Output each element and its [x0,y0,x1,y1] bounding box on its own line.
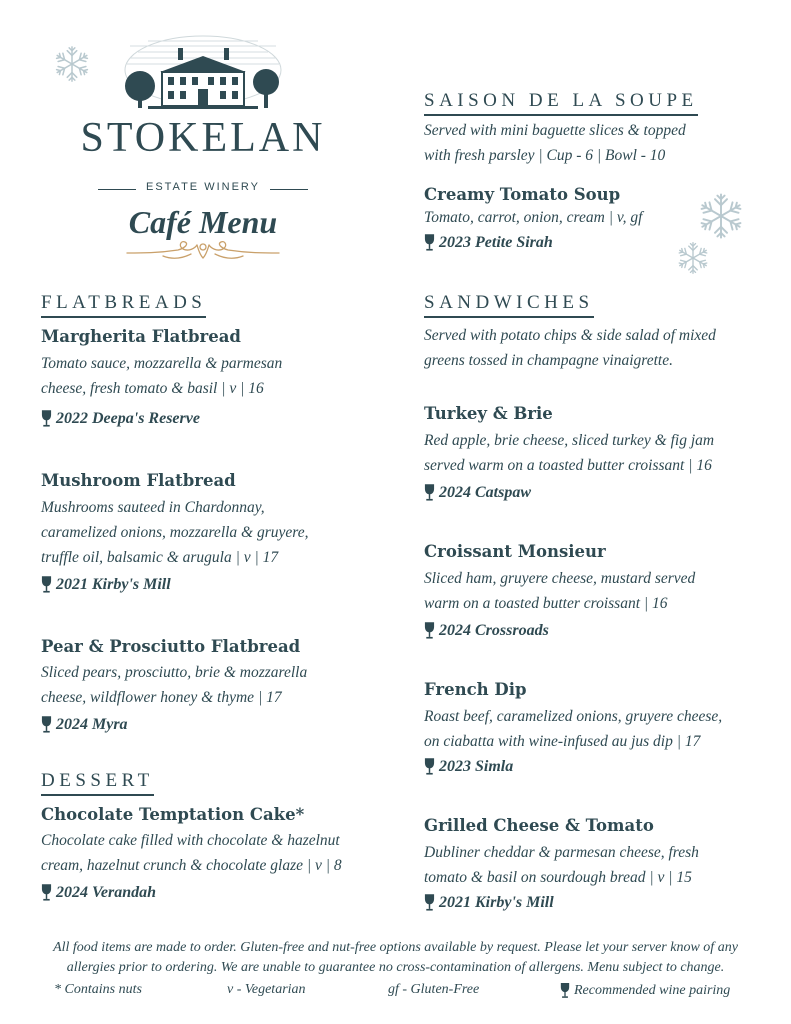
section-intro: Served with mini baguette slices & topped with fresh parsley | Cup - 6 | Bowl - 10 [424,122,686,164]
snowflake-icon [676,241,710,275]
wine-pairing: 2024 Catspaw [424,483,531,502]
legend-vegetarian: v - Vegetarian [227,982,306,997]
wine-glass-icon [41,409,52,428]
menu-item-description: Red apple, brie cheese, sliced turkey & fig jam served warm on a toasted butter croissant | 16 [424,432,715,474]
menu-item-name: Margherita Flatbread [41,327,241,346]
menu-item-name: Creamy Tomato Soup [424,185,621,204]
menu-title: Café Menu [128,204,278,240]
section-title-soup: SAISON DE LA SOUPE [424,90,698,116]
menu-item-description: Chocolate cake filled with chocolate & hazelnut cream, hazelnut crunch & chocolate glaze | v | 8 [41,832,342,874]
wine-pairing: 2022 Deepa's Reserve [41,409,200,428]
menu-item-description: Dubliner cheddar & parmesan cheese, fresh tomato & basil on sourdough bread | v | 15 [424,844,699,886]
wine-pairing: 2024 Myra [41,715,128,734]
wine-pairing: 2021 Kirby's Mill [424,893,554,912]
legend-nuts: * Contains nuts [54,982,142,997]
menu-item-name: French Dip [424,680,527,699]
logo [78,34,328,254]
wine-pairing: 2023 Simla [424,757,513,776]
menu-item-name: Mushroom Flatbread [41,471,236,490]
flourish-divider [123,236,283,264]
section-title-flatbreads: FLATBREADS [41,292,206,318]
menu-item-description: Sliced ham, gruyere cheese, mustard served warm on a toasted butter croissant | 16 [424,570,696,612]
estate-house-illustration [118,34,288,112]
wine-pairing: 2021 Kirby's Mill [41,575,171,594]
legend-gluten-free: gf - Gluten-Free [388,982,480,997]
snowflake-icon [697,192,745,240]
brand-name: STOKELAN [80,115,326,161]
menu-item-name: Chocolate Temptation Cake* [41,805,305,824]
wine-pairing: 2024 Crossroads [424,621,549,640]
wine-glass-icon [424,757,435,776]
section-intro: Served with potato chips & side salad of mixed greens tossed in champagne vinaigrette. [424,327,716,369]
wine-pairing: 2024 Verandah [41,883,156,902]
brand-subtitle: ESTATE WINERY [145,181,260,193]
divider [270,189,308,190]
menu-item-description: Tomato, carrot, onion, cream | v, gf [424,209,643,226]
wine-glass-icon [41,883,52,902]
footer-note: All food items are made to order. Gluten-free and nut-free options available by request. Please let your server know of any allergies prior to ordering. We are unable to guarantee no cross-contamination of allergens. Menu subject to change. [53,940,738,975]
wine-glass-icon [41,715,52,734]
section-title-sandwiches: SANDWICHES [424,292,594,318]
menu-item-description: Tomato sauce, mozzarella & parmesan cheese, fresh tomato & basil | v | 16 [41,355,283,397]
legend-wine-pairing: Recommended wine pairing [560,982,730,999]
wine-glass-icon [424,483,435,502]
menu-item-name: Croissant Monsieur [424,542,606,561]
wine-glass-icon [424,621,435,640]
menu-item-description: Roast beef, caramelized onions, gruyere cheese, on ciabatta with wine-infused au jus dip | 17 [424,708,723,750]
wine-glass-icon [560,982,570,999]
wine-glass-icon [424,893,435,912]
menu-item-name: Turkey & Brie [424,404,553,423]
wine-glass-icon [41,575,52,594]
menu-item-name: Pear & Prosciutto Flatbread [41,637,301,656]
menu-item-description: Mushrooms sauteed in Chardonnay, caramelized onions, mozzarella & gruyere, truffle oil, balsamic & arugula | v | 17 [41,499,309,566]
menu-item-name: Grilled Cheese & Tomato [424,816,654,835]
wine-glass-icon [424,233,435,252]
section-title-dessert: DESSERT [41,770,154,796]
wine-pairing: 2023 Petite Sirah [424,233,553,252]
menu-item-description: Sliced pears, prosciutto, brie & mozzarella cheese, wildflower honey & thyme | 17 [41,664,308,706]
